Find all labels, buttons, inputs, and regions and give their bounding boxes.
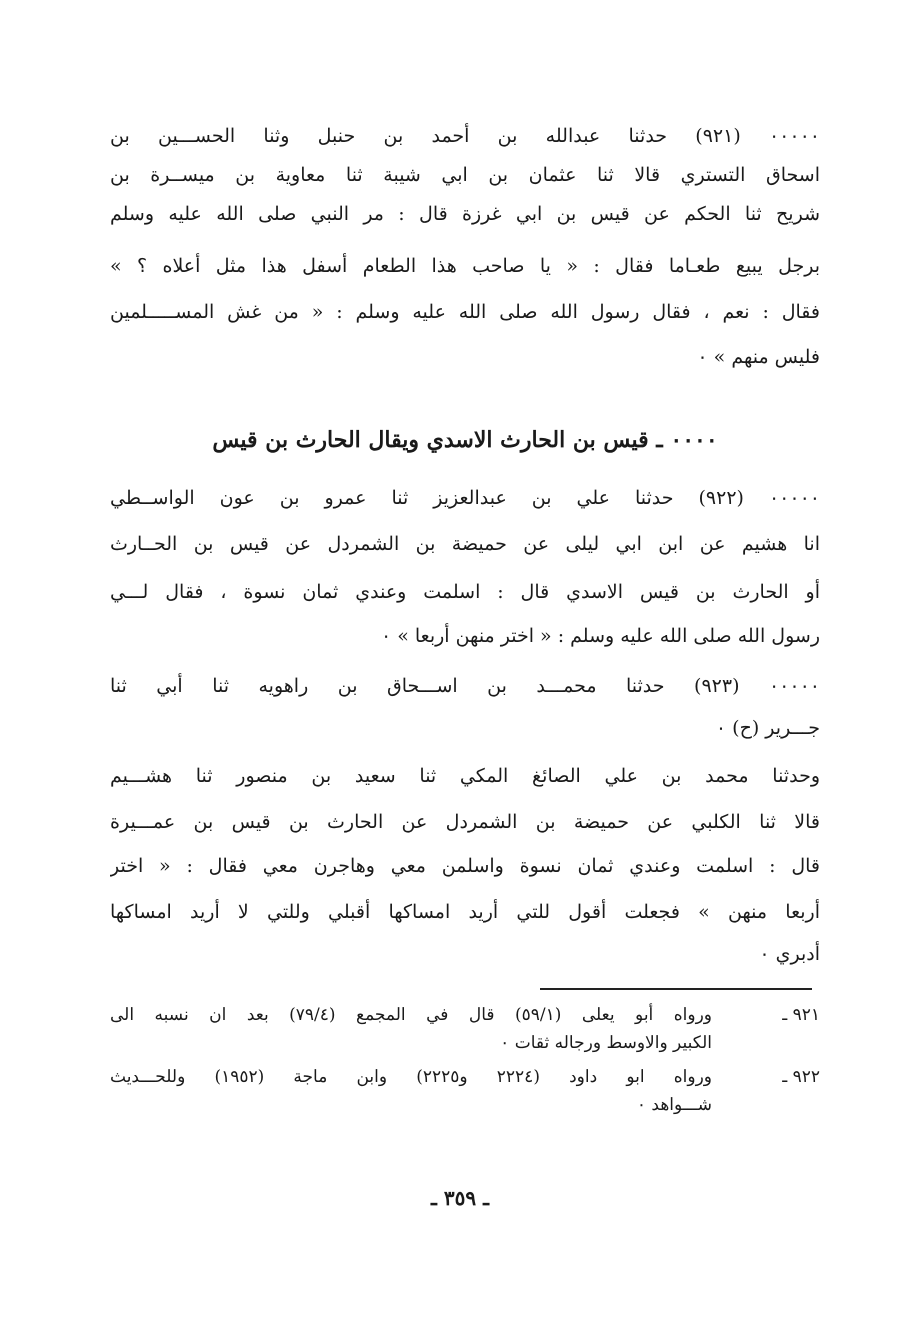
text-line: أدبري ٠ xyxy=(759,943,820,965)
footnote-line: ورواه أبو يعلى (٥٩/١) قال في المجمع (٧٩/٤) بعد ان نسبه الى xyxy=(110,1005,712,1025)
text-line: قالا ثنا الكلبي عن حميضة بن الشمردل عن الحارث بن قيس بن عمـــيرة xyxy=(110,811,820,833)
footnote-line: ورواه ابو داود (٢٢٢٤ و٢٢٢٥) وابن ماجة (١٩٥٢) وللحـــديث xyxy=(110,1067,712,1087)
text-line: فقال : نعم ، فقال رسول الله صلى الله عليه وسلم : « من غش المســـــلمين xyxy=(110,301,820,323)
footnote-line: الكبير والاوسط ورجاله ثقات ٠ xyxy=(500,1033,712,1053)
text-line: فليس منهم » ٠ xyxy=(697,346,820,368)
text-line: انا هشيم عن ابن ابي ليلى عن حميضة بن الشمردل عن قيس بن الحــارث xyxy=(110,533,820,555)
text-line: قال : اسلمت وعندي ثمان نسوة واسلمن معي وهاجرن معي فقال : « اختر xyxy=(110,855,820,877)
text-line: ٠٠٠٠٠ (٩٢١) حدثنا عبدالله بن أحمد بن حنبل وثنا الحســـين بن xyxy=(110,125,820,147)
text-line: برجل يبيع طعـاما فقال : « يا صاحب هذا الطعام أسفل هذا مثل أعلاه ؟ » xyxy=(110,255,820,277)
text-line: وحدثنا محمد بن علي الصائغ المكي ثنا سعيد بن منصور ثنا هشـــيم xyxy=(110,765,820,787)
text-line: شريح ثنا الحكم عن قيس بن ابي غرزة قال : مر النبي صلى الله عليه وسلم xyxy=(110,203,820,225)
section-heading: ٠٠٠٠ ـ قيس بن الحارث الاسدي ويقال الحارث بن قيس xyxy=(212,427,718,453)
text-line: رسول الله صلى الله عليه وسلم : « اختر منهن أربعا » ٠ xyxy=(380,625,820,647)
text-line: أو الحارث بن قيس الاسدي قال : اسلمت وعندي ثمان نسوة ، فقال لـــي xyxy=(110,581,820,603)
page-number: ـ ٣٥٩ ـ xyxy=(431,1186,489,1210)
text-line: اسحاق التستري قالا ثنا عثمان بن ابي شيبة ثنا معاوية بن ميســرة بن xyxy=(110,164,820,186)
footnote-divider xyxy=(540,988,812,990)
text-line: ٠٠٠٠٠ (٩٢٢) حدثنا علي بن عبدالعزيز ثنا عمرو بن عون الواســطي xyxy=(110,487,820,509)
text-line: ٠٠٠٠٠ (٩٢٣) حدثنا محمـــد بن اســـحاق بن راهويه ثنا أبي ثنا xyxy=(110,675,820,697)
footnote-line: شـــواهد ٠ xyxy=(636,1095,712,1115)
footnote-number: ٩٢٢ ـ xyxy=(782,1067,820,1087)
text-line: أربعا منهن » فجعلت أقول للتي أريد امساكها أقبلي وللتي لا أريد امساكها xyxy=(110,901,820,923)
footnote-922 xyxy=(110,1064,820,1124)
footnote-921 xyxy=(110,1002,820,1062)
text-line: جـــرير (ح) ٠ xyxy=(715,717,820,739)
footnote-number: ٩٢١ ـ xyxy=(782,1005,820,1025)
